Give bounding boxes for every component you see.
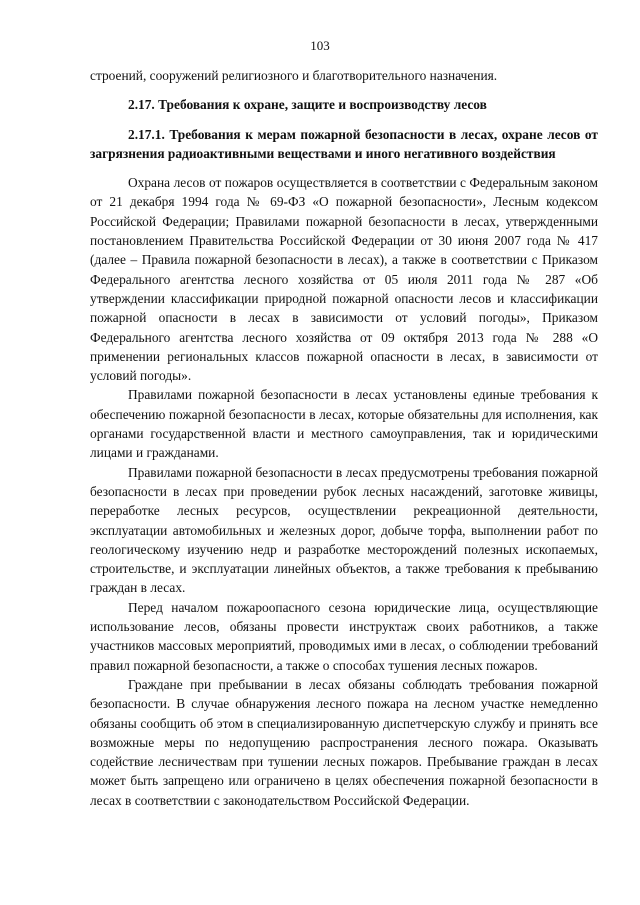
- page-number: 103: [310, 38, 330, 53]
- subsection-title: 2.17.1. Требования к мерам пожарной безопасности в лесах, охране лесов от загрязнения радиоактивными веществами и иного негативного воздействия: [90, 126, 598, 161]
- intro-line: строений, сооружений религиозного и благотворительного назначения.: [90, 68, 498, 83]
- paragraph: Перед началом пожароопасного сезона юридические лица, осуществляющие использование лесов, обязаны провести инструктаж своих работников, а также участников массовых мероприятий, проводимых ими в лесах, о соблюдении требований правил пожарной безопасности, а также о способах тушения лесных пожаров.: [90, 599, 598, 673]
- paragraph: Правилами пожарной безопасности в лесах установлены единые требования к обеспечению пожарной безопасности в лесах, которые обязательны для исполнения, как органами государственной власти и местного самоуправления, так и юридическими лицами и гражданами.: [90, 387, 598, 461]
- paragraph: Правилами пожарной безопасности в лесах предусмотрены требования пожарной безопасности в лесах при проведении рубок лесных насаждений, заготовке живицы, переработке лесных ресурсов, осуществлении рекреационной деятельности, эксплуатации автомобильных и железных дорог, добыче торфа, выполнении работ по геологическому изучению недр и разработке месторождений полезных ископаемых, строительстве, и эксплуатации линейных объектов, а также требования к пребыванию граждан в лесах.: [90, 464, 598, 596]
- paragraph: Охрана лесов от пожаров осуществляется в соответствии с Федеральным законом от 21 декабря 1994 года № 69-ФЗ «О пожарной безопасности», Лесным кодексом Российской Федерации; Правилами пожарной безопасности в лесах, утвержденными постановлением Правительства Российской Федерации от 30 июня 2007 года № 417 (далее – Правила пожарной безопасности в лесах), а также в соответствии с Приказом Федерального агентства лесного хозяйства от 05 июля 2011 года № 287 «Об утверждении классификации природной пожарной опасности лесов и классификации пожарной опасности в лесах в зависимости от условий погоды», Приказом Федерального агентства лесного хозяйства от 09 октября 2013 года № 288 «О применении региональных классов пожарной опасности в лесах, в зависимости от условий погоды».: [90, 175, 598, 384]
- paragraph: Граждане при пребывании в лесах обязаны соблюдать требования пожарной безопасности. В случае обнаружения лесного пожара на лесном участке немедленно обязаны сообщить об этом в специализированную диспетчерскую службу и принять все возможные меры по недопущению распространения лесного пожара. Оказывать содействие лесничествам при тушении лесных пожаров. Пребывание граждан в лесах может быть запрещено или ограничено в целях обеспечения пожарной безопасности в лесах в соответствии с законодательством Российской Федерации.: [90, 676, 598, 808]
- section-title: 2.17. Требования к охране, защите и воспроизводству лесов: [128, 97, 487, 113]
- page-content: [90, 66, 598, 810]
